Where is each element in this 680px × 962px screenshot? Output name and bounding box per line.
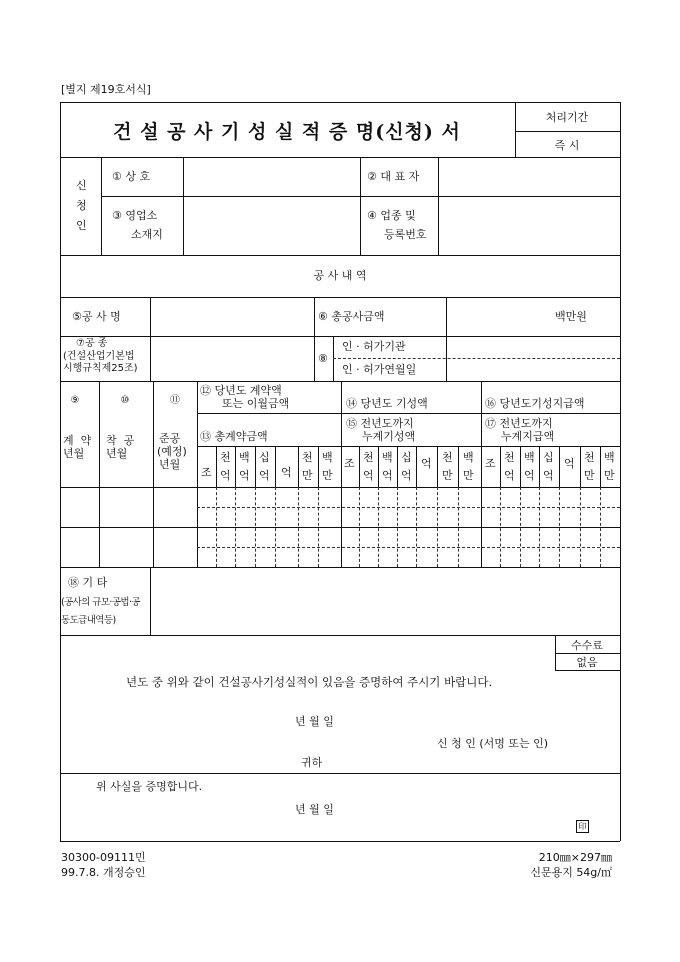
total-amount-label: ⑥ 총공사금액	[318, 310, 385, 323]
certify-text: 위 사실을 증명합니다.	[96, 780, 203, 793]
unit-c-3: 십 억	[543, 451, 554, 482]
col17-label-1: ⑰ 전년도까지	[485, 417, 553, 430]
other-note-2: 동도급내역등)	[61, 615, 116, 626]
unit-c-6: 백 만	[604, 451, 615, 482]
col9-label: 계 약 년월	[63, 434, 92, 460]
footer-paper-type: 신문용지 54g/㎡	[530, 866, 612, 879]
permit-mark: ⑧	[318, 352, 328, 365]
col15-label-2: 누계기성액	[362, 430, 416, 443]
unit-b-1: 천 억	[363, 451, 374, 482]
representative-label: ② 대 표 자	[367, 170, 420, 183]
col12-label-2: 또는 이월금액	[222, 397, 290, 410]
col17-label-2: 누계지급액	[501, 430, 555, 443]
seal-mark: 印	[576, 820, 589, 833]
footer-approval: 99.7.8. 개정승인	[61, 866, 146, 879]
fee-label: 수수료	[571, 639, 603, 652]
unit-a-1: 천 억	[220, 451, 231, 482]
other-label: ⑱ 기 타	[68, 576, 108, 589]
col11-label-3: 년월	[159, 458, 181, 471]
permit-date-field[interactable]	[448, 360, 618, 379]
unit-c-1: 천 억	[504, 451, 515, 482]
work-type-label-3: 시행규칙제25조)	[63, 363, 138, 374]
other-details-field[interactable]	[152, 569, 618, 633]
applicant-label-1: 신	[76, 179, 87, 192]
footer-paper-size: 210㎜×297㎜	[538, 851, 612, 864]
office-label-1: ③ 영업소	[112, 209, 158, 222]
col11-mark: ⑪	[170, 395, 180, 406]
unit-a-2: 백 억	[239, 451, 250, 482]
request-date: 년 월 일	[295, 715, 334, 728]
col14-label: ⑭ 당년도 기성액	[346, 397, 428, 410]
permit-org-field[interactable]	[448, 338, 618, 357]
project-name-field[interactable]	[152, 299, 312, 334]
certify-date: 년 월 일	[295, 803, 334, 816]
form-id: [별지 제19호서식]	[61, 83, 151, 96]
request-text: 년도 중 위와 같이 건설공사기성실적이 있음을 증명하여 주시기 바랍니다.	[126, 675, 493, 689]
office-address-field[interactable]	[185, 199, 357, 253]
col9-mark: ⑨	[70, 395, 80, 406]
section-title: 공 사 내 역	[313, 269, 367, 282]
unit-b-2: 백 억	[382, 451, 393, 482]
processing-period-value: 즉 시	[554, 139, 580, 152]
company-name-field[interactable]	[185, 160, 357, 194]
representative-field[interactable]	[440, 160, 618, 194]
unit-a-4: 억	[281, 466, 292, 479]
registration-number-field[interactable]	[440, 199, 618, 253]
unit-b-0: 조	[344, 457, 355, 470]
unit-a-6: 백 만	[322, 451, 333, 482]
work-type-label-2: (건설산업기본법	[63, 351, 135, 362]
table-row[interactable]	[62, 489, 618, 525]
unit-a-3: 십 억	[259, 451, 270, 482]
form-title: 건 설 공 사 기 성 실 적 증 명(신청) 서	[113, 121, 461, 143]
unit-c-2: 백 억	[524, 451, 535, 482]
footer-form-code: 30300-09111민	[61, 851, 146, 864]
company-name-label: ① 상 호	[112, 170, 151, 183]
other-note-1: (공사의 규모·공법·공	[61, 597, 140, 608]
fee-value: 없음	[576, 656, 598, 669]
permit-date-label: 인 · 허가연월일	[342, 363, 417, 376]
col10-mark: ⑩	[120, 395, 130, 406]
col13-label: ⑬ 총계약금액	[200, 430, 268, 443]
applicant-label-3: 인	[76, 219, 87, 232]
unit-a-0: 조	[201, 466, 212, 479]
col12-label-1: ⑫ 당년도 계약액	[200, 384, 282, 397]
total-amount-field[interactable]	[448, 299, 548, 334]
project-name-label: ⑤공 사 명	[72, 310, 121, 323]
office-label-2: 소재지	[131, 228, 163, 241]
unit-c-4: 억	[564, 457, 575, 470]
work-type-label-1: ⑦공 종	[76, 338, 108, 349]
col11-label-2: (예정)	[157, 445, 187, 458]
col10-label: 착 공 년월	[106, 434, 135, 460]
col15-label-1: ⑮ 전년도까지	[346, 417, 414, 430]
total-amount-unit: 백만원	[555, 310, 587, 323]
unit-b-4: 억	[421, 457, 432, 470]
work-type-field[interactable]	[152, 338, 312, 379]
unit-c-0: 조	[485, 457, 496, 470]
unit-a-5: 천 만	[302, 451, 313, 482]
unit-c-5: 천 만	[584, 451, 595, 482]
business-label-2: 등록번호	[384, 228, 427, 241]
processing-period-label: 처리기간	[545, 111, 589, 124]
table-row[interactable]	[62, 529, 618, 565]
permit-org-label: 인 · 허가기관	[342, 340, 406, 353]
col11-label-1: 준공	[159, 432, 181, 445]
recipient-label: 귀하	[301, 756, 323, 769]
unit-b-3: 십 억	[401, 451, 412, 482]
business-label-1: ④ 업종 및	[367, 209, 416, 222]
unit-b-6: 백 만	[463, 451, 474, 482]
col16-label: ⑯ 당년도기성지급액	[485, 397, 585, 410]
unit-b-5: 천 만	[442, 451, 453, 482]
signer-label: 신 청 인 (서명 또는 인)	[437, 737, 549, 750]
applicant-label-2: 청	[76, 199, 87, 212]
